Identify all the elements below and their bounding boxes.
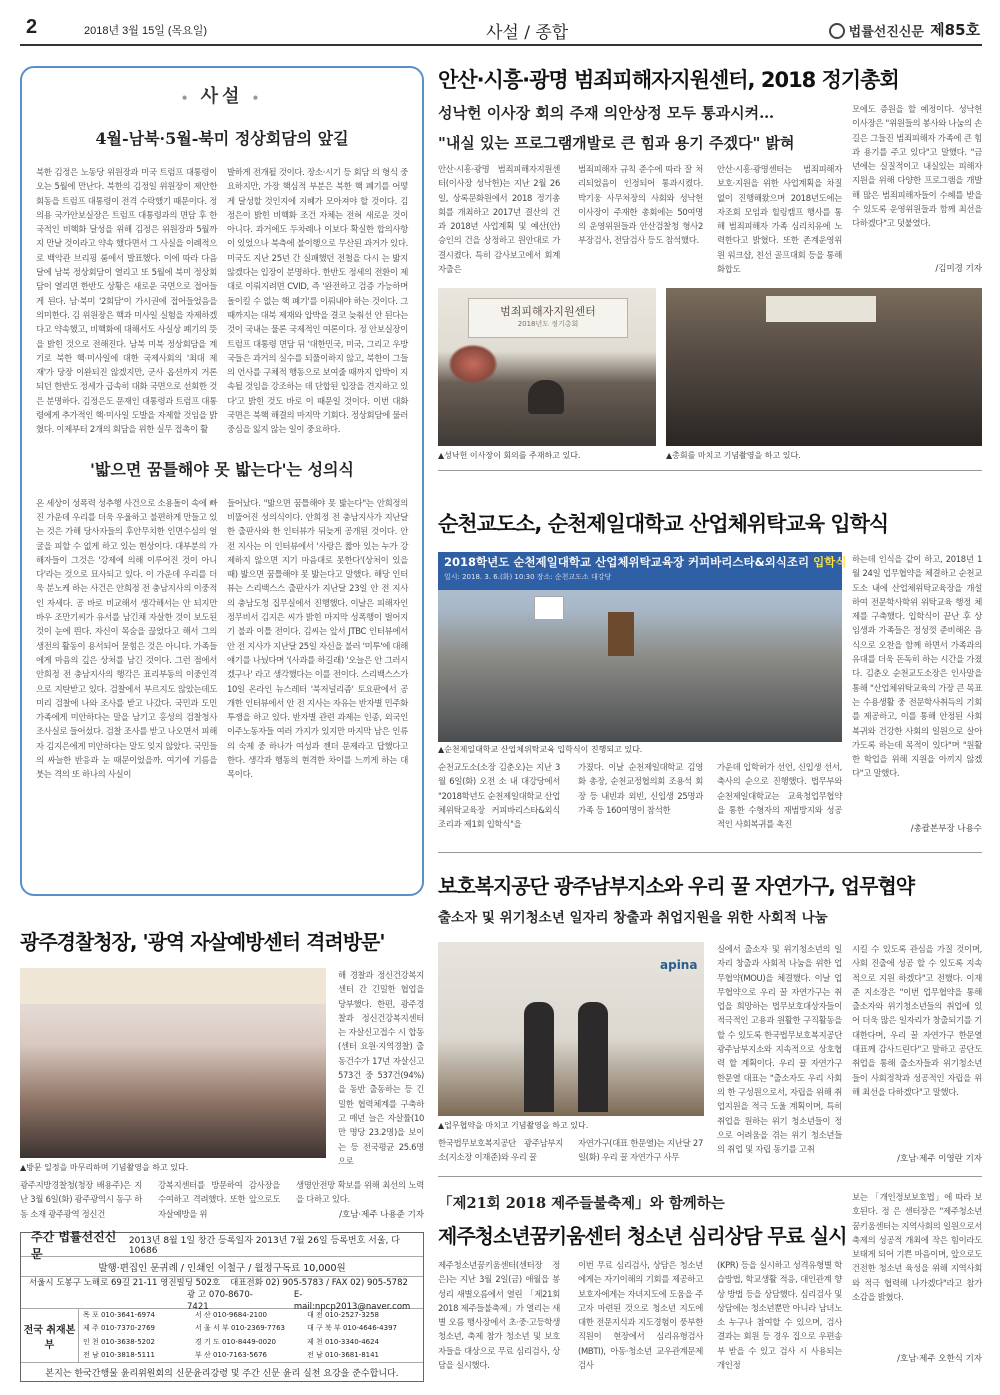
office-contact: 대 전 010-2527-3258 <box>307 1311 380 1319</box>
publisher-info-box <box>20 1229 424 1382</box>
editorial-column: 온 세상이 성폭력 성추행 사건으로 소용돌이 속에 빠진 가운데 우리를 더욱 우울하고 불편하게 만들고 있는 것은 가해 당사자들의 후안무치한 인면수심의 얼굴을 피할 수 없게 하고 있는 현상이다. 대부분의 가해자들이 그것은 '강제에 의해 이루어진 것이 아니다'라는 것으로 묘사되고 있다. 이 가운데 우리를 더욱 분노케 하는 사건은 안희정 전 충남지사의 이중적인 자세다. 공 바로 비교해서 생각해서는 안 되지만 바우 조만기씨가 유서를 남긴채 자살한 것이 보도된 것이 눈에 띈다. 자신이 목숨을 끊었다고 해서 그의 생전의 활동이 용서되어 묻힘은 것은 아니다. 가족들에게 마음의 깊은 상처를 남긴 것이다. 그런 점에서 안희정 전 충남지사의 행각은 표리부동의 이중인격으로 지탄받고 있다. 검찰에서 부르지도 않았는데도 미리 검찰에 나와 조사를 받고 나갔다. 국민과 도민 가족에게 미안하다는 말을 남기고 홍성의 검찰청사 조사실로 들어섰다. 검찰 조사를 받고 나오면서 피해자 김지은에게 미안하다는 말도 잊지 않았다. 국민들의 싸늘한 반응과 눈 때문이었을까. 여기에 기름을 붓는 격의 또 하나의 사실이 <box>36 497 217 780</box>
story4-side-column: 해 경찰과 정신건강복지센터 간 긴밀한 협업을 당부했다. 한편, 광주경찰과 정신건강복지센터는 자살신고접수 시 합동(센터 요원·지역경찰) 출동건수가 17년 자살신고 573건 중 537건(94%)을 동반 출동하는 등 긴밀한 협력체계를 구축하고 매년 늘은 자살률(10만 명당 23.2명)을 보이는 등 전국평균 25.6명으로 <box>338 970 424 1166</box>
story2-column: 가졌다. 이날 순천제일대학교 김영화 총장, 순천교정협의회 조용석 회장 등 내빈과 외빈, 신입생 25명과 가족 등 160여명이 참석한 <box>578 762 703 815</box>
editorial-column: 발하게 전개될 것이다. 장소·시기 등 회담 의 형식 중요하지만, 가장 핵심적 부분은 북한 핵 폐기를 어떻게 달성할 것인지에 지혜가 모아져야 할 것이다. 김정은이 밝힌 비핵화 조건 자체는 전혀 새로운 것이 아니다. 과거에도 두차례나 이보다 확실한 합의사항이 있었으나 북측에 불이행으로 무산된 과거가 있다. 미국도 지난 25년 간 실패했던 전철을 다시 는 밟지 않겠다는 입장이 분명하다. 한반도 정세의 전환이 제대로 이뤄지려면 CVID, 즉 '완전하고 검증 가능하며 돌이킬 수 없는 핵 폐기'를 이뤄내야 하는 것이다. 그때까지는 대북 제재와 압박을 결코 늦춰선 안 된다는 것이 국내는 물론 국제적인 여론이다. 정 안보실장이 트럼프 대통령 면담 뒤 '대한민국, 미국, 그리고 우방국들은 과거의 실수를 되풀이하지 않고, 북한이 그들의 언사를 구체적 행동으로 보여줄 때까지 압박이 지속될 것임을 강조하는 데 단합된 입장을 견지하고 있다'고 밝힌 것도 바로 이 때문일 것이다. 이번 대화 국면은 북핵 해결의 마지막 기회다. 정상회담에 물러 중심을 잃지 않는 일이 중요하다. <box>227 167 408 435</box>
editorial-column: 북한 김정은 노동당 위원장과 미국 트럼프 대통령이 오는 5월에 만난다. 북한의 김정일 위원장이 제안한 회동을 트럼프 대통령이 전격 수락했기 때문이다. 정의용 국가안보실장은 트럼프 대통령과의 면담 후 한국적인 비핵화 달성을 위해 김정은 위원장과 5월까지 만날 것이라고 약속 했다면서 그 사실을 이례적으로 백악관 브리핑 룸에서 발표했다. 이에 따라 다음 달에 남북 정상회담이 열리고 또 5월에 북미 정상회담이 열리면 한반도 상황은 새로운 국면으로 접어들게 된다. 남·북미 '2회담'이 가시권에 접어들었음을 의미한다. 김 위원장은 핵과 미사일 실험을 자제하겠다고 약속했고, 비핵화에 대해서도 사실상 폐기의 뜻을 밝힌 것으로 전해진다. 남북 미북 정상회담을 계기로 북한 핵·미사일에 대한 국제사회의 '최대 제재'가 당장 이완되진 않겠지만, 군사 옵션까지 거론되던 한반도 정세가 급속히 대화 국면으로 선회한 것은 분명하다. 김정은도 문재인 대통령과 트럼프 대통령에게 추가적인 핵·미사일 도발을 자제할 것임을 밝혔다. 이제부터 2개의 회담을 위한 실무 접촉이 활 <box>36 167 217 435</box>
meeting-banner: 범죄피해자지원센터 2018년도 정기총회 <box>468 298 628 338</box>
editorial-column: 들어났다. "밟으면 꿈틀해야 못 밟는다"는 안희정의 비뚤어진 성의식이다. 안희정 전 충남지사가 지난달 한 출판사와 한 인터뷰가 뒤늦게 공개된 것이다. 안 전 지사는 이 인터뷰에서 '사랑은 짧아 있는 누가 강제하지 않으면 지기 마음대로 못한다'(상처이 있을 때) 밟으면 꿈틀해야 못 밟는다고 말했다. 해당 인터뷰는 스리백스스 출판사가 지난달 23일 안 전 지사의 충남도청 집무실에서 진행했다. 이날은 피해자인 정무비서 김지은 씨가 밝힌 마지막 성폭행이 벌어지기 불과 이틀 전이다. 김씨는 앞서 JTBC 인터뷰에서 안 전 지사가 지난달 25일 자신을 불러 '미투'에 대해 얘기를 나눴다며 '(사과를 하길래) '오늘은 안 그러시겠구나' 라고 생각했다는 이를 전이다. 스리백스스가 10일 온라인 뉴스레터 '북저널리즘' 토요판에서 공개한 인터뷰에서 안 전 지사는 자유는 반자별 민주화 투쟁을 하고 있다. 반자별 관련 과제는 인종, 외국인 이주노동자들 여러 가지가 있지만 마지막 남은 인류의 숙제 중 하나가 여성과 젠더 문제라고 답했다고 한다. 생각과 행동의 현격한 차이를 느끼게 하는 대목이다. <box>227 497 408 780</box>
story3-column: 실에서 출소자 및 위기청소년의 일자리 창출과 사회적 나눔을 위한 업무협약(MOU)을 체결했다. 이날 업무협약으로 우리 꿀 자연가구는 취업을 희망하는 법무보호대상자들이 적극적인 고용과 원활한 구직활동을 할 수 있도록 한국법무보호복지공단 광주남부지소와 지속적으로 상호협력 할 계획이다. 우리 꿀 자연가구 한문열 대표는 "출소자도 우리 사회의 한 구성원으로서, 자립을 위해 취업지원을 적극 도울 계획이며, 특히 취업을 원하는 위기 청소년들이 정으로 어려움을 겪는 위기 청소년들의 취업 및 자립 동기를 고취 <box>717 944 842 1155</box>
flower-painting <box>448 344 498 384</box>
story5-headline: 제주청소년꿈키움센터 청소년 심리상담 무료 실시 <box>438 1224 847 1248</box>
speaker-figure <box>528 380 564 414</box>
issue-number: 제85호 <box>930 21 980 39</box>
story4-headline: 광주경찰청장, '광역 자살예방센터 격려방문' <box>20 930 385 954</box>
story2-column: 순천교도소(소장 김춘오)는 지난 3월 6일(화) 오전 소 내 대강당에서 "2018학년도 순천제일대학교 산업체위탁교육장 커피바리스타&외식조리과 제1회 입학식"을 <box>438 762 560 830</box>
page-number: 2 <box>26 16 38 38</box>
editorial-title-2: '밟으면 꿈틀해야 못 밟는다'는 성의식 <box>90 459 354 479</box>
story3-headline: 보호복지공단 광주남부지소와 우리 꿀 자연가구, 업무협약 <box>438 874 915 898</box>
office-contact: 서 울 서 부 010-2369-7763 <box>195 1324 285 1333</box>
story3-byline: /호남·제주 이영란 기자 <box>897 1154 982 1164</box>
office-contact: 목 포 010-3641-6974 <box>83 1311 156 1319</box>
story5-column: 보는 「개인정보보호법」에 따라 보호된다. 정 은 센터장은 "제주청소년꿈키움센터는 지역사회의 일원으로서 축제의 성공적 개최에 작은 힘이라도 보태게 되어 기쁜 마음이며, 앞으로도 건전한 청소년 육성을 위해 지역사회와 적극 협력해 나가겠다"라고 참가 소감을 밝혔다. <box>852 1192 982 1303</box>
podium <box>608 612 634 656</box>
editorial-label: • 사설 • <box>180 86 264 107</box>
story5-column: (KPR) 등을 실시하고 성격유형별 학습방법, 학교생활 적응, 대인관계 향상 방법 등을 상담했다. 심리검사 및 상담에는 청소년뿐만 아니라 남녀노소 누구나 참여할 수 있으며, 검사 결과는 회원 등 경우 집으로 우편송부 받을 수 있고 검사 시 사용되는 개인정 <box>717 1260 842 1371</box>
office-contact: 부 산 010-7163-5676 <box>195 1350 268 1359</box>
office-contact: 전 남 010-3681-8141 <box>307 1350 380 1359</box>
flower-logo-icon <box>829 23 845 39</box>
editorial-body-1 <box>36 165 408 437</box>
flag-icon <box>534 596 564 620</box>
story4-photo <box>20 968 326 1158</box>
office-contact: 서 산 010-9684-2100 <box>195 1311 268 1319</box>
offices-grid <box>79 1309 423 1362</box>
wall-logo: apina <box>660 958 698 972</box>
story5-column: 이번 무료 심리검사, 상담은 청소년에게는 자기이해의 기회를 제공하고 보호자에게는 자녀지도에 도움을 주고자 마련된 것으로 청소년 지도에 대한 전문지식과 지도경험이 풍부한 직원이 현장에서 심리유형검사(MBTI), 아동·청소년 교우관계문제검사 <box>578 1260 703 1371</box>
story1-photo-meeting <box>438 288 656 446</box>
story2-headline: 순천교도소, 순천제일대학교 산업체위탁교육 입학식 <box>438 512 889 536</box>
story4-column: 광주지방경찰청(청장 배용주)은 지난 3월 6일(화) 광주광역시 동구 하동 소재 광주광역 정신건 <box>20 1180 142 1219</box>
story1-byline: /김미경 기자 <box>935 264 982 274</box>
editorial-body-2 <box>36 496 408 782</box>
story4-column: 강복지센터를 방문하여 감사장을 수여하고 격려했다. 또한 앞으로도 자살예방을 위 <box>158 1180 280 1219</box>
office-contact: 대 구 북 부 010-4646-4397 <box>307 1324 397 1333</box>
story3-column: 시킬 수 있도록 관심을 가질 것이며, 사회 진출에 성공 할 수 있도록 지속적으로 지원 하겠다"고 전했다. 이재준 지소장은 "이번 업무협약을 통해 출소자와 위기청소년들의 취업에 있어 더욱 많은 일자리가 창출되기를 기대한다며, 우리 꿀 자연가구 한문열 대표께 감사드린다"고 말하고 공단도 취업을 통해 출소자들과 위기청소년들이 사회정착과 성공적인 자립을 위해 최선을 다하겠다"고 말했다. <box>852 944 982 1097</box>
story1-column: 안산·시흥·광명 범죄피해자지원센터(이사장 성낙헌)는 지난 2월 26일, 상록문화원에서 2018 정기총회를 개최하고 2017년 결산의 건과 2018년 사업계획 및 예산(안) 승인의 건을 상정하고 원안대로 가결시켰다. 특히 감사보고에서 회계자출은 <box>438 164 560 275</box>
masthead-logo: 법률선진신문 <box>829 21 924 40</box>
story1-column: 안산·시흥·광명센터는 범죄피해자 보호·지원을 위한 사업계획을 차질 없이 진행해왔으며 2018년도에는 자조회 모임과 힐링캠프 행사를 통해 범죄피해자 가족 심리치유에 노력한다고 밝혔다. 또한 존계운영위원 워크샵, 친선 골프대회 등을 통해 화합도 <box>717 164 842 275</box>
story3-column: 자연가구(대표 한문열)는 지난달 27일(화) 우리 꿀 자연가구 사무 <box>578 1138 703 1163</box>
office-contact: 제 주 010-7370-2769 <box>83 1324 156 1333</box>
page-header <box>20 14 982 46</box>
story5-byline: /호남·제주 오한식 기자 <box>897 1354 982 1364</box>
office-contact: 경 기 도 010-8449-0020 <box>195 1337 277 1346</box>
story2-photo <box>438 552 847 742</box>
ethics-statement: 본지는 한국간행물 윤리위원회의 신문윤리강령 및 주간 신문 윤리 실천 요강을 준수합니다. <box>45 1368 399 1379</box>
story1-subhead-1: 성낙헌 이사장 회의 주재 의안상정 모두 통과시켜… <box>438 104 775 122</box>
regional-offices <box>21 1309 423 1363</box>
story4-caption: ▲방문 일정을 마무리하며 기념촬영을 하고 있다. <box>20 1163 189 1172</box>
story2-byline: /총괄본부장 나용수 <box>910 824 982 834</box>
story2-column: 하는데 인식을 같이 하고, 2018년 1월 24일 업무협약을 체결하고 순천교도소 내에 산업체위탁교육장을 개설하여 전문학사학위 위탁교육 행정 체제를 구축했다. 입학식이 끝난 후 상임생과 가족들은 정성껏 준비해온 음식으로 오찬을 함께 하면서 가족과의 유대를 더욱 돈독히 하는 시간을 가졌다. 김춘오 순천교도소장은 인사말을 통해 "산업체위탁교육의 가장 큰 목표는 수용생활 중 전문학사취득의 기회를 제공하고, 이를 통해 안정된 사회복귀와 건강한 사회의 일원으로 살아가도록 하는데 목적이 있다"며 "원활한 학업을 위해 지원을 아끼지 않겠다"고 말했다. <box>852 554 982 779</box>
story1-column: 모에도 증원을 할 예정이다. 성낙헌 이사장은 "위원들의 봉사와 나눔의 손길은 그들진 범죄피해자 가족에 큰 힘과 용기를 주고 있다"고 말했다. "금년에는 실질적이고 내실있는 피해자 지원을 위해 다양한 프로그램을 개발해 많은 범죄피해자들이 수혜를 받을 수 있도록 운영위원들과 함께 최선을 다하겠다"고 덧붙였다. <box>852 104 982 229</box>
dot-icon: • <box>180 91 201 105</box>
publication-date: 2018년 3월 15일 (목요일) <box>84 25 208 37</box>
story3-photo <box>438 942 704 1116</box>
story3-subhead: 출소자 및 위기청소년 일자리 창출과 취업지원을 위한 사회적 나눔 <box>438 910 828 926</box>
story1-caption-1: ▲성낙헌 이사장이 회의를 주재하고 있다. <box>438 451 581 460</box>
story1-subhead-2: "내실 있는 프로그램개발로 큰 힘과 용기 주겠다" 밝혀 <box>438 134 795 152</box>
story1-photo-group <box>666 288 982 446</box>
story4-column: 생명안전망 확보를 위해 최선의 노력을 다하고 있다. <box>296 1180 424 1205</box>
office-contact: 전 남 010-3818-5111 <box>83 1350 156 1359</box>
ceremony-banner: 2018학년도 순천제일대학교 산업체위탁교육장 커피바리스타&외식조리 입학식 일시: 2018. 3. 6.(화) 10:30 장소: 순천교도소 대강당 <box>438 552 842 590</box>
story2-column: 가운데 입학허가 선언, 신입생 선서, 축사의 순으로 진행했다. 법무부와 순천제일대학교는 교육청업무협약을 통한 수형자의 재범방지와 성공적인 사회복귀를 촉진 <box>717 762 842 830</box>
story1-caption-2: ▲총회를 마치고 기념촬영을 하고 있다. <box>666 451 801 460</box>
editorial-box <box>20 66 424 896</box>
divider <box>438 1176 982 1177</box>
story1-headline: 안산·시흥·광명 범죄피해자지원센터, 2018 정기총회 <box>438 68 899 92</box>
office-contact: 인 천 010-3638-5202 <box>83 1337 156 1346</box>
person-figure <box>578 1002 608 1112</box>
divider <box>438 852 982 853</box>
divider <box>438 470 982 471</box>
story5-kicker: 「제21회 2018 제주들불축제」와 함께하는 <box>438 1195 725 1212</box>
person-figure <box>524 1002 554 1112</box>
story3-caption: ▲업무협약을 마치고 기념촬영을 하고 있다. <box>438 1121 589 1130</box>
dot-icon: • <box>243 91 264 105</box>
section-title: 사설 / 종합 <box>486 23 569 43</box>
group-banner <box>766 296 876 322</box>
editorial-title-1: 4월-남북·5월-북미 정상회담의 앞길 <box>95 129 349 148</box>
publisher-row: 발행·편집인 문귀례 / 인쇄인 이철구 / 월정구독료 10,000원 <box>21 1257 423 1277</box>
address-row: 서울시 도봉구 노해로 69길 21-11 영진빌딩 502호 대표전화 02) 905-5783 / FAX 02) 905-5782 광 고 070-8670-7421 E-mail:npcp2013@naver.com <box>21 1277 423 1309</box>
story4-byline: /호남·제주 나용준 기자 <box>339 1210 424 1220</box>
office-contact: 제 천 010-3340-4624 <box>307 1337 380 1346</box>
ceiling <box>20 968 326 1004</box>
story1-column: 범죄피해자 규칙 준수에 따라 잘 처리되었음이 인정되어 통과시켰다. 박기웅 사무처장의 사회와 성낙헌 이사장이 주재한 총회에는 50여명의 운영위원들과 안산검찰청 형사2부장검사, 전담검사 등도 참석했다. <box>578 164 703 246</box>
registration-row: 주간 법률선진신문 2013년 8월 1일 창간 등록일자 2013년 7월 26일 등록번호 서울, 다10686 <box>21 1233 423 1257</box>
story2-caption: ▲순천제일대학교 산업체위탁교육 입학식이 진행되고 있다. <box>438 745 643 754</box>
story3-column: 한국법무보호복지공단 광주남부지소(지소장 이재준)와 우리 꿀 <box>438 1138 563 1163</box>
offices-label: 전국 취재본부 <box>21 1309 79 1362</box>
story5-column: 제주청소년꿈키움센터(센터장 정 은)는 지난 3월 2일(금) 애월읍 봉성리 새별오름에서 열린 「제21회 2018 제주들불축제」가 열리는 새별 오름 행사장에서 초·중·고등학생 청소년, 축제 참가 청소년 및 보호자들을 대상으로 무료 심리검사, 상담을 실시했다. <box>438 1260 560 1371</box>
